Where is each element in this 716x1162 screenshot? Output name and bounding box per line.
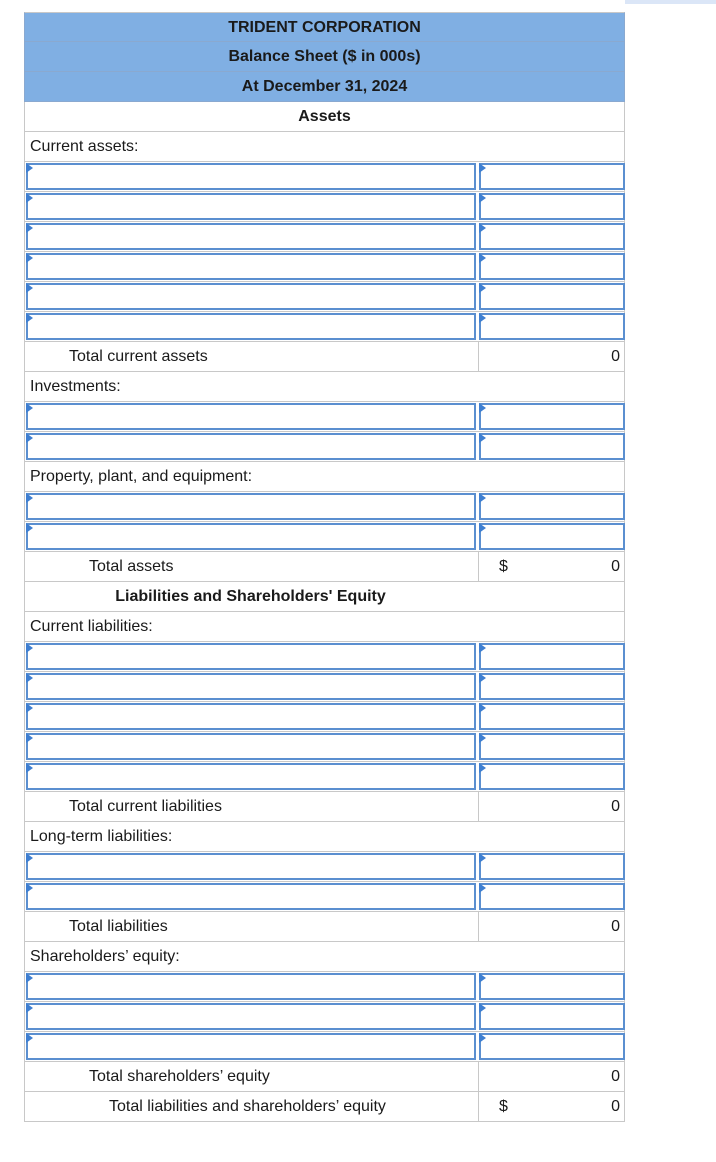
long-term-liabilities-label: Long-term liabilities:	[30, 828, 173, 845]
input-row	[24, 1032, 625, 1062]
input-row	[24, 162, 625, 192]
account-name-dropdown[interactable]	[26, 253, 476, 280]
amount-input[interactable]	[479, 523, 625, 550]
current-assets-label: Current assets:	[30, 138, 139, 155]
total-assets-value: 0	[611, 558, 620, 575]
input-row	[24, 642, 625, 672]
account-name-dropdown[interactable]	[26, 853, 476, 880]
investments-label: Investments:	[30, 378, 121, 395]
total-equity-row	[24, 1062, 625, 1092]
input-row	[24, 852, 625, 882]
account-name-dropdown[interactable]	[26, 403, 476, 430]
input-row	[24, 522, 625, 552]
input-row	[24, 282, 625, 312]
header-date-row	[24, 72, 625, 102]
balance-sheet-table	[24, 12, 625, 1122]
company-name: TRIDENT CORPORATION	[228, 19, 421, 36]
total-liabilities-value: 0	[611, 918, 620, 935]
long-term-liabilities-row	[24, 822, 625, 852]
account-name-dropdown[interactable]	[26, 493, 476, 520]
liabilities-heading: Liabilities and Shareholders' Equity	[115, 588, 386, 605]
header-statement-row	[24, 42, 625, 72]
total-current-assets-label: Total current assets	[69, 348, 208, 365]
account-name-dropdown[interactable]	[26, 643, 476, 670]
statement-title: Balance Sheet ($ in 000s)	[228, 48, 421, 65]
account-name-dropdown[interactable]	[26, 193, 476, 220]
account-name-dropdown[interactable]	[26, 1003, 476, 1030]
input-row	[24, 312, 625, 342]
input-row	[24, 882, 625, 912]
amount-input[interactable]	[479, 1033, 625, 1060]
account-name-dropdown[interactable]	[26, 673, 476, 700]
amount-input[interactable]	[479, 763, 625, 790]
total-equity-value: 0	[611, 1068, 620, 1085]
amount-input[interactable]	[479, 673, 625, 700]
total-liabilities-equity-label: Total liabilities and shareholders’ equity	[109, 1098, 386, 1115]
input-row	[24, 192, 625, 222]
account-name-dropdown[interactable]	[26, 163, 476, 190]
account-name-dropdown[interactable]	[26, 1033, 476, 1060]
total-current-liabilities-cell	[478, 792, 625, 821]
amount-input[interactable]	[479, 733, 625, 760]
assets-heading-row	[24, 102, 625, 132]
total-liabilities-cell	[478, 912, 625, 941]
current-assets-row	[24, 132, 625, 162]
current-liabilities-row	[24, 612, 625, 642]
amount-input[interactable]	[479, 193, 625, 220]
input-row	[24, 702, 625, 732]
input-row	[24, 492, 625, 522]
total-liabilities-row	[24, 912, 625, 942]
account-name-dropdown[interactable]	[26, 313, 476, 340]
current-liabilities-label: Current liabilities:	[30, 618, 153, 635]
account-name-dropdown[interactable]	[26, 703, 476, 730]
input-row	[24, 762, 625, 792]
account-name-dropdown[interactable]	[26, 433, 476, 460]
amount-input[interactable]	[479, 253, 625, 280]
total-current-assets-value: 0	[611, 348, 620, 365]
total-current-liabilities-label: Total current liabilities	[69, 798, 222, 815]
input-row	[24, 972, 625, 1002]
total-current-assets-cell	[478, 342, 625, 371]
statement-date: At December 31, 2024	[241, 78, 408, 95]
account-name-dropdown[interactable]	[26, 223, 476, 250]
amount-input[interactable]	[479, 163, 625, 190]
amount-input[interactable]	[479, 313, 625, 340]
liabilities-heading-row	[24, 582, 625, 612]
amount-input[interactable]	[479, 283, 625, 310]
total-equity-cell	[478, 1062, 625, 1091]
ppe-label: Property, plant, and equipment:	[30, 468, 253, 485]
amount-input[interactable]	[479, 853, 625, 880]
total-liabilities-label: Total liabilities	[69, 918, 168, 935]
total-assets-cell	[478, 552, 625, 581]
account-name-dropdown[interactable]	[26, 973, 476, 1000]
account-name-dropdown[interactable]	[26, 763, 476, 790]
account-name-dropdown[interactable]	[26, 523, 476, 550]
total-assets-row	[24, 552, 625, 582]
total-current-liabilities-row	[24, 792, 625, 822]
investments-row	[24, 372, 625, 402]
amount-input[interactable]	[479, 973, 625, 1000]
top-accent-bar	[625, 0, 716, 4]
input-row	[24, 402, 625, 432]
total-liabilities-equity-value: 0	[611, 1098, 620, 1115]
total-liabilities-equity-row	[24, 1092, 625, 1122]
assets-heading: Assets	[298, 108, 351, 125]
amount-input[interactable]	[479, 703, 625, 730]
total-current-assets-row	[24, 342, 625, 372]
account-name-dropdown[interactable]	[26, 283, 476, 310]
header-company-row	[24, 12, 625, 42]
amount-input[interactable]	[479, 643, 625, 670]
input-row	[24, 432, 625, 462]
total-current-liabilities-value: 0	[611, 798, 620, 815]
amount-input[interactable]	[479, 223, 625, 250]
amount-input[interactable]	[479, 433, 625, 460]
input-row	[24, 252, 625, 282]
account-name-dropdown[interactable]	[26, 883, 476, 910]
total-assets-label: Total assets	[89, 558, 174, 575]
input-row	[24, 732, 625, 762]
input-row	[24, 672, 625, 702]
input-row	[24, 1002, 625, 1032]
account-name-dropdown[interactable]	[26, 733, 476, 760]
total-assets-currency: $	[499, 558, 508, 575]
total-liabilities-equity-cell	[478, 1092, 625, 1121]
ppe-row	[24, 462, 625, 492]
amount-input[interactable]	[479, 883, 625, 910]
amount-input[interactable]	[479, 403, 625, 430]
total-equity-label: Total shareholders’ equity	[89, 1068, 270, 1085]
input-row	[24, 222, 625, 252]
amount-input[interactable]	[479, 1003, 625, 1030]
shareholders-equity-label: Shareholders’ equity:	[30, 948, 180, 965]
total-liabilities-equity-currency: $	[499, 1098, 508, 1115]
amount-input[interactable]	[479, 493, 625, 520]
shareholders-equity-row	[24, 942, 625, 972]
